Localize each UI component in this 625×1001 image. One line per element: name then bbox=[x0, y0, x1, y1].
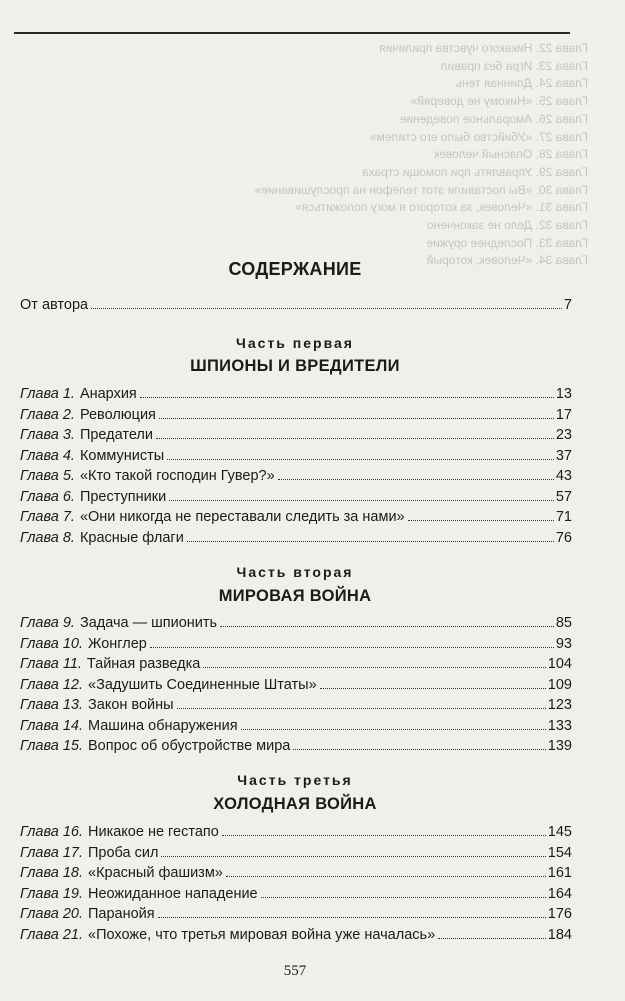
chapter-number: Глава 4. bbox=[20, 447, 75, 464]
part-2-name: МИРОВАЯ ВОЙНА bbox=[218, 587, 372, 605]
chapter-number: Глава 11. bbox=[20, 656, 82, 672]
page-ref: 93 bbox=[555, 635, 572, 652]
toc-row bbox=[20, 489, 572, 510]
bleed-line: Глава 22. Никакого чувства приличия bbox=[379, 41, 588, 55]
chapter-title: Предатели bbox=[79, 427, 153, 443]
chapter-title: Паранойя bbox=[88, 906, 155, 922]
part-2-chapters bbox=[20, 615, 572, 759]
part-3-label: Часть третья bbox=[237, 772, 353, 788]
chapter-number: Глава 5. bbox=[20, 468, 75, 484]
chapter-number: Глава 13. bbox=[20, 697, 83, 713]
toc-row bbox=[20, 386, 572, 407]
chapter-title: Машина обнаружения bbox=[88, 717, 238, 734]
page-ref: 23 bbox=[555, 427, 572, 443]
page-ref: 133 bbox=[547, 717, 572, 734]
chapter-number: Глава 12. bbox=[20, 676, 83, 693]
toc-row bbox=[20, 824, 572, 845]
chapter-number: Глава 16. bbox=[20, 824, 83, 840]
chapter-title: Революция bbox=[79, 406, 156, 423]
dot-leader bbox=[161, 856, 545, 857]
page-ref: 104 bbox=[547, 656, 572, 672]
page-title: СОДЕРЖАНИЕ bbox=[228, 259, 362, 279]
chapter-number: Глава 3. bbox=[20, 427, 75, 443]
chapter-title: Вопрос об обустройстве мира bbox=[88, 738, 291, 754]
toc-row bbox=[20, 636, 572, 657]
page-ref: 7 bbox=[563, 297, 572, 313]
chapter-number: Глава 15. bbox=[20, 738, 83, 754]
page-ref: 85 bbox=[555, 615, 572, 631]
toc-row bbox=[20, 845, 572, 866]
top-rule bbox=[14, 32, 570, 34]
chapter-title: Закон войны bbox=[88, 697, 174, 713]
page-ref: 139 bbox=[547, 738, 572, 754]
dot-leader bbox=[241, 729, 546, 730]
toc-row bbox=[20, 530, 572, 551]
toc-row bbox=[20, 697, 572, 718]
page-ref: 161 bbox=[547, 865, 572, 881]
toc-row bbox=[20, 615, 572, 636]
bleed-through-text bbox=[254, 40, 588, 270]
toc-row bbox=[20, 865, 572, 886]
dot-leader bbox=[169, 500, 554, 501]
bleed-line: Глава 25. «Никому не доверяй» bbox=[410, 94, 588, 109]
preface-label: От автора bbox=[20, 297, 89, 313]
dot-leader bbox=[408, 520, 554, 521]
chapter-title: Неожиданное нападение bbox=[88, 885, 258, 902]
part-1-chapters bbox=[20, 386, 572, 550]
page-ref: 76 bbox=[555, 529, 572, 546]
toc-row bbox=[20, 297, 572, 318]
chapter-number: Глава 10. bbox=[20, 635, 83, 652]
chapter-title: Никакое не гестапо bbox=[88, 824, 219, 840]
toc-row bbox=[20, 738, 572, 759]
page-ref: 176 bbox=[547, 906, 572, 922]
page-ref: 164 bbox=[547, 885, 572, 902]
dot-leader bbox=[226, 876, 546, 877]
bleed-line: Глава 26. Аморальное поведение bbox=[399, 111, 588, 126]
dot-leader bbox=[293, 749, 545, 750]
page-ref: 123 bbox=[547, 697, 572, 713]
dot-leader bbox=[203, 667, 545, 668]
chapter-number: Глава 2. bbox=[20, 406, 75, 423]
page-ref: 145 bbox=[547, 824, 572, 840]
page-ref: 71 bbox=[555, 509, 572, 525]
chapter-number: Глава 1. bbox=[20, 386, 75, 402]
part-1-name: ШПИОНЫ И ВРЕДИТЕЛИ bbox=[190, 357, 400, 375]
dot-leader bbox=[158, 917, 546, 918]
chapter-title: Тайная разведка bbox=[86, 656, 201, 672]
part-2-label: Часть вторая bbox=[236, 564, 354, 580]
chapter-number: Глава 18. bbox=[20, 865, 83, 881]
toc-row bbox=[20, 448, 572, 469]
bleed-line: Глава 34. «Человек, который bbox=[426, 253, 588, 268]
toc-row bbox=[20, 886, 572, 907]
page-ref: 13 bbox=[555, 386, 572, 402]
bleed-line: Глава 23. Игра без правил bbox=[440, 58, 588, 73]
page-ref: 43 bbox=[555, 468, 572, 484]
page-ref: 109 bbox=[547, 676, 572, 693]
dot-leader bbox=[177, 708, 546, 709]
bleed-line: Глава 31. «Человек, за которого я могу положиться» bbox=[295, 200, 588, 215]
bleed-line: Глава 28. Опасный человек bbox=[433, 147, 588, 162]
part-3-name: ХОЛОДНАЯ ВОЙНА bbox=[213, 795, 377, 813]
chapter-title: Анархия bbox=[79, 386, 137, 402]
dot-leader bbox=[261, 897, 546, 898]
bleed-line: Глава 27. «Убийство было его стилем» bbox=[369, 129, 588, 144]
part-1-label: Часть первая bbox=[236, 335, 354, 351]
dot-leader bbox=[320, 688, 546, 689]
chapter-title: Задача — шпионить bbox=[79, 615, 218, 631]
chapter-title: Красные флаги bbox=[79, 529, 184, 546]
toc-row bbox=[20, 906, 572, 927]
chapter-number: Глава 21. bbox=[20, 926, 83, 943]
dot-leader bbox=[438, 938, 546, 939]
toc-row bbox=[20, 656, 572, 677]
bleed-line: Глава 29. Управлять при помощи страха bbox=[362, 164, 588, 179]
chapter-title: «Красный фашизм» bbox=[88, 865, 223, 881]
bleed-line: Глава 30. «Вы поставили этот телефон на прослушивание» bbox=[254, 182, 588, 197]
toc-row bbox=[20, 407, 572, 428]
dot-leader bbox=[159, 418, 554, 419]
dot-leader bbox=[187, 541, 554, 542]
bleed-line: Глава 33. Последнее оружие bbox=[426, 235, 588, 250]
chapter-title: Преступники bbox=[79, 488, 167, 505]
page-ref: 184 bbox=[547, 926, 572, 943]
chapter-title: Коммунисты bbox=[79, 447, 165, 464]
bleed-line: Глава 24. Длинная тень bbox=[455, 76, 588, 91]
dot-leader bbox=[222, 835, 546, 836]
chapter-title: Жонглер bbox=[88, 635, 147, 652]
dot-leader bbox=[140, 397, 554, 398]
dot-leader bbox=[156, 438, 554, 439]
dot-leader bbox=[150, 647, 554, 648]
dot-leader bbox=[278, 479, 554, 480]
toc-row bbox=[20, 718, 572, 739]
page-ref: 57 bbox=[555, 488, 572, 505]
toc-row bbox=[20, 677, 572, 698]
chapter-number: Глава 19. bbox=[20, 885, 83, 902]
page-ref: 37 bbox=[555, 447, 572, 464]
toc-row bbox=[20, 468, 572, 489]
page-number: 557 bbox=[283, 963, 307, 979]
toc-row bbox=[20, 427, 572, 448]
chapter-number: Глава 17. bbox=[20, 844, 83, 861]
chapter-title: «Задушить Соединенные Штаты» bbox=[88, 676, 317, 693]
preface-entry bbox=[20, 297, 572, 318]
dot-leader bbox=[167, 459, 554, 460]
page-ref: 17 bbox=[555, 406, 572, 423]
dot-leader bbox=[91, 308, 562, 309]
page-ref: 154 bbox=[547, 844, 572, 861]
toc-row bbox=[20, 927, 572, 948]
part-3-chapters bbox=[20, 824, 572, 947]
chapter-number: Глава 7. bbox=[20, 509, 75, 525]
chapter-title: «Кто такой господин Гувер?» bbox=[79, 468, 275, 484]
chapter-number: Глава 14. bbox=[20, 717, 83, 734]
bleed-line: Глава 32. Дело не закончено bbox=[426, 218, 588, 233]
chapter-number: Глава 6. bbox=[20, 488, 75, 505]
chapter-number: Глава 20. bbox=[20, 906, 83, 922]
chapter-title: «Они никогда не переставали следить за нами» bbox=[79, 509, 405, 525]
chapter-title: Проба сил bbox=[88, 844, 159, 861]
chapter-number: Глава 8. bbox=[20, 529, 75, 546]
chapter-number: Глава 9. bbox=[20, 615, 75, 631]
toc-row bbox=[20, 509, 572, 530]
dot-leader bbox=[220, 626, 554, 627]
chapter-title: «Похоже, что третья мировая война уже началась» bbox=[88, 926, 436, 943]
